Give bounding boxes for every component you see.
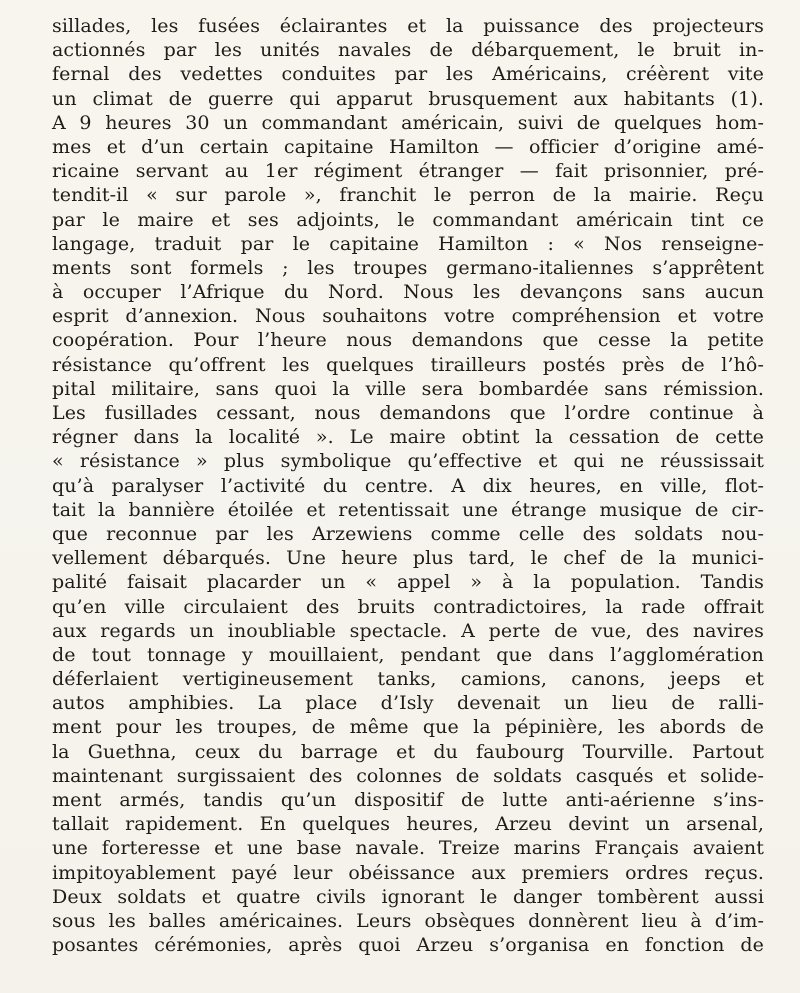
text-line: de tout tonnage y mouillaient, pendant que dans l’agglomération [52, 643, 764, 666]
text-line: ments sont formels ; les troupes germano-italiennes s’apprêtent [52, 256, 764, 279]
text-line: langage, traduit par le capitaine Hamilton : « Nos renseigne- [52, 232, 764, 255]
text-line: déferlaient vertigineusement tanks, camions, canons, jeeps et [52, 668, 764, 691]
text-line: sillades, les fusées éclairantes et la puissance des projecteurs [52, 15, 764, 37]
text-line: mes et d’un certain capitaine Hamilton — officier d’origine amé- [52, 135, 764, 158]
text-line: aux regards un inoubliable spectacle. A perte de vue, des navires [52, 619, 764, 642]
text-line: maintenant surgissaient des colonnes de soldats casqués et solide- [52, 764, 764, 787]
text-line: palité faisait placarder un « appel » à la population. Tandis [52, 571, 764, 594]
text-line: coopération. Pour l’heure nous demandons que cesse la petite [52, 329, 764, 352]
text-line: une forteresse et une base navale. Treize marins Français avaient [52, 837, 764, 860]
text-line: Deux soldats et quatre civils ignorant le danger tombèrent aussi [52, 885, 764, 908]
text-line: régner dans la localité ». Le maire obtint la cessation de cette [52, 426, 764, 449]
text-line: actionnés par les unités navales de débarquement, le bruit in- [52, 39, 764, 62]
text-line: qu’à paralyser l’activité du centre. A dix heures, en ville, flot- [52, 474, 764, 497]
text-line: par le maire et ses adjoints, le commandant américain tint ce [52, 208, 764, 231]
text-line: Les fusillades cessant, nous demandons que l’ordre continue à [52, 402, 764, 424]
text-line: A 9 heures 30 un commandant américain, suivi de quelques hom- [52, 111, 764, 134]
text-line: la Guethna, ceux du barrage et du faubourg Tourville. Partout [52, 740, 764, 763]
text-line: que reconnue par les Arzewiens comme celle des soldats nou- [52, 522, 764, 545]
text-line: posantes cérémonies, après quoi Arzeu s’organisa en fonction de [52, 934, 764, 957]
text-line: impitoyablement payé leur obéissance aux premiers ordres reçus. [52, 861, 764, 884]
body-text [52, 14, 764, 957]
text-line: tendit-il « sur parole », franchit le perron de la mairie. Reçu [52, 184, 764, 207]
text-line: tait la bannière étoilée et retentissait une étrange musique de cir- [52, 498, 764, 521]
text-line: « résistance » plus symbolique qu’effective et qui ne réussissait [52, 450, 764, 473]
text-line: vellement débarqués. Une heure plus tard, le chef de la munici- [52, 547, 764, 570]
text-line: sous les balles américaines. Leurs obsèques donnèrent lieu à d’im- [52, 909, 764, 932]
text-line: autos amphibies. La place d’Isly devenait un lieu de ralli- [52, 692, 764, 715]
text-line: ricaine servant au 1er régiment étranger — fait prisonnier, pré- [52, 160, 764, 183]
text-line: esprit d’annexion. Nous souhaitons votre compréhension et votre [52, 305, 764, 328]
text-line: tallait rapidement. En quelques heures, Arzeu devint un arsenal, [52, 813, 764, 836]
text-line: un climat de guerre qui apparut brusquement aux habitants (1). [52, 87, 764, 110]
text-line: ment pour les troupes, de même que la pépinière, les abords de [52, 716, 764, 739]
text-line: à occuper l’Afrique du Nord. Nous les devançons sans aucun [52, 281, 764, 304]
text-line: qu’en ville circulaient des bruits contradictoires, la rade offrait [52, 595, 764, 618]
text-line: ment armés, tandis qu’un dispositif de lutte anti-aérienne s’ins- [52, 789, 764, 811]
text-line: fernal des vedettes conduites par les Américains, créèrent vite [52, 63, 764, 86]
text-line: résistance qu’offrent les quelques tirailleurs postés près de l’hô- [52, 353, 764, 376]
text-line: pital militaire, sans quoi la ville sera bombardée sans rémission. [52, 377, 764, 400]
